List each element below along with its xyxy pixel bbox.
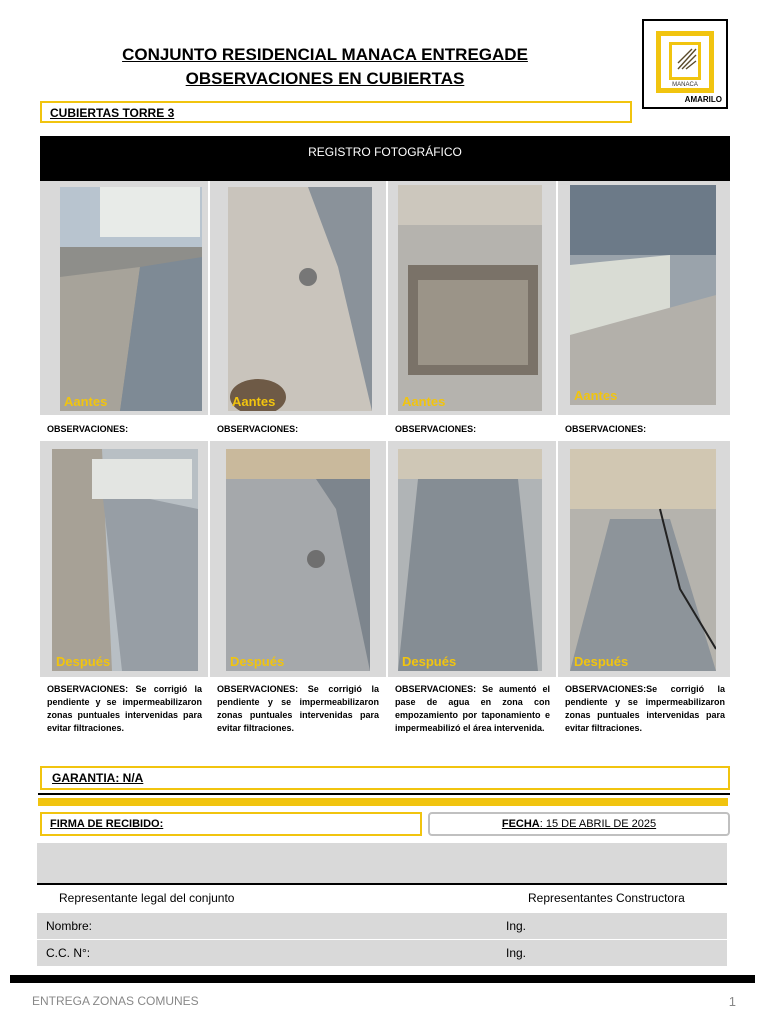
representatives-row	[37, 885, 727, 911]
document-title-line1: CONJUNTO RESIDENCIAL MANACA ENTREGADE	[122, 45, 528, 64]
before-photo-2	[228, 187, 372, 411]
before-obs-label-1: OBSERVACIONES:	[47, 424, 129, 434]
after-badge-3: Después	[402, 654, 457, 669]
before-photo-cell-4	[558, 181, 730, 415]
date-box	[428, 812, 730, 836]
before-badge-2: Aantes	[232, 394, 276, 409]
after-badge-2: Después	[230, 654, 285, 669]
name-row	[37, 913, 727, 939]
after-photo-1	[52, 449, 198, 671]
after-obs-text-4: OBSERVACIONES:Se corrigió la pendiente y se impermeabilizaron zonas puntuales intervenidas para evitar filtraciones.	[565, 684, 725, 733]
before-obs-label-2: OBSERVACIONES:	[217, 424, 299, 434]
after-photo-4	[570, 449, 716, 671]
after-photo-cell-3	[388, 441, 556, 677]
name-label: Nombre:	[46, 919, 93, 933]
id-row	[37, 940, 727, 966]
before-photo-1	[60, 187, 202, 411]
id-label: C.C. N°:	[46, 946, 91, 960]
before-photo-3	[398, 185, 542, 411]
logo-brand-text: MANACA	[672, 82, 698, 88]
builder-rep-title: Representantes Constructora	[528, 891, 685, 905]
footer-text: ENTREGA ZONAS COMUNES	[32, 994, 199, 1008]
before-badge-1: Aantes	[64, 394, 108, 409]
before-photo-cell-3	[388, 181, 556, 415]
before-photo-4	[570, 185, 716, 405]
warranty-label: GARANTIA: N/A	[52, 771, 144, 785]
photo-record-header: REGISTRO FOTOGRÁFICO	[40, 136, 730, 181]
company-logo	[642, 19, 728, 109]
bottom-bar	[10, 975, 755, 983]
divider	[38, 793, 730, 795]
document-title-line2: OBSERVACIONES EN CUBIERTAS	[185, 69, 465, 88]
after-photo-cell-2	[210, 441, 386, 677]
after-photo-cell-1	[40, 441, 208, 677]
logo-inner-frame	[669, 42, 701, 80]
builder-ing-1: Ing.	[506, 919, 527, 933]
before-photo-cell-2	[210, 181, 386, 415]
after-photo-3	[398, 449, 542, 671]
after-obs-text-3: OBSERVACIONES: Se aumentó el pase de agua en zona con empozamiento por taponamiento e impermeabilizó el área intervenida.	[395, 684, 550, 733]
after-photo-cell-4	[558, 441, 730, 677]
before-obs-label-4: OBSERVACIONES:	[565, 424, 647, 434]
page-number: 1	[728, 994, 736, 1009]
before-obs-label-3: OBSERVACIONES:	[395, 424, 477, 434]
after-obs-text-1: OBSERVACIONES: Se corrigió la pendiente y se impermeabilizaron zonas puntuales intervenidas para evitar filtraciones.	[47, 684, 202, 733]
section-box	[40, 101, 632, 123]
signature-received-box	[40, 812, 422, 836]
signature-received-label: FIRMA DE RECIBIDO:	[50, 818, 164, 830]
before-badge-4: Aantes	[574, 388, 618, 403]
section-title: CUBIERTAS TORRE 3	[50, 106, 175, 120]
company-name: AMARILO	[684, 95, 722, 104]
after-badge-4: Después	[574, 654, 629, 669]
legal-rep-title: Representante legal del conjunto	[59, 891, 235, 905]
date-label: FECHA	[501, 818, 540, 830]
before-badge-3: Aantes	[402, 394, 446, 409]
after-badge-1: Después	[56, 654, 111, 669]
signature-area[interactable]	[37, 843, 727, 883]
after-photo-2	[226, 449, 370, 671]
warranty-box	[40, 766, 730, 790]
before-photo-cell-1	[40, 181, 208, 415]
logo-frame-icon	[656, 31, 714, 93]
builder-ing-2: Ing.	[506, 946, 527, 960]
accent-bar	[38, 798, 728, 806]
date-value: : 15 DE ABRIL DE 2025	[539, 818, 657, 830]
after-obs-text-2: OBSERVACIONES: Se corrigió la pendiente y se impermeabilizaron zonas puntuales intervenidas para evitar filtraciones.	[217, 684, 379, 733]
palm-leaf-icon	[674, 47, 700, 71]
